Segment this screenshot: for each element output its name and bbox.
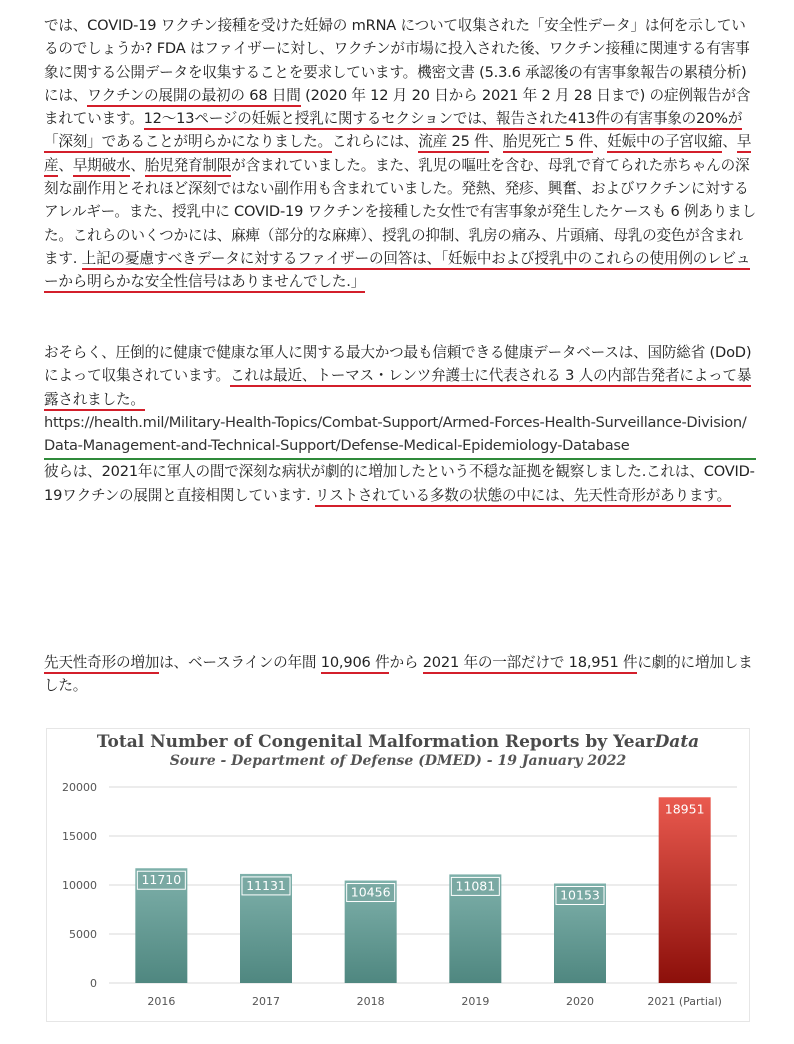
highlighted-phrase: 2021 年の一部だけで 18,951 件	[423, 654, 638, 674]
highlighted-phrase: 妊娠中の子宮収縮	[607, 133, 722, 153]
highlighted-phrase: ワクチンの展開の最初の 68 日間	[87, 87, 300, 107]
text-run: 、	[58, 156, 73, 174]
text-run: から	[389, 654, 423, 671]
text-run: は、ベースラインの年間	[159, 654, 321, 671]
paragraph-pregnancy-data	[44, 14, 756, 294]
dmed-database-link[interactable]: https://health.mil/Military-Health-Topics/Combat-Support/Armed-Forces-Health-Surveillance-Division/Data-Management-and-Technical-Support/Defense-Medical-Epidemiology-Database	[44, 411, 756, 461]
x-tick-label: 2016	[147, 995, 176, 1008]
text-run: に劇的に増加しました。	[44, 654, 753, 695]
highlighted-phrase: 10,906 件	[321, 654, 390, 674]
data-label: 11710	[141, 872, 182, 888]
bar-chart	[47, 729, 749, 1021]
text-run: 、	[488, 133, 503, 151]
data-label: 11131	[246, 877, 286, 893]
bar-5	[659, 797, 711, 983]
data-label: 10153	[560, 887, 600, 903]
highlighted-phrase: 12～13ページの妊娠と授乳に関するセクションでは、報告された413件の有害事象の20%が「深刻」であることが明らかになりました。	[44, 110, 742, 153]
text-run: が含まれていました。また、乳児の嘔吐を含む、母乳で育てられた赤ちゃんの深刻な副作用とそれほど深刻ではない副作用も含まれていました。発熱、発疹、興奮、およびワクチンに対するアレルギー。また、授乳中に COVID-19 ワクチンを接種した女性で有害事象が発生したケースも 6 例ありました。これらのいくつかには、麻痺（部分的な麻痺）、授乳の抑制、乳房の痛み、片頭痛、母乳の変色が含まれます.	[44, 156, 756, 267]
y-tick-label: 10000	[62, 879, 97, 892]
data-label: 10456	[350, 884, 391, 900]
y-tick-label: 0	[90, 977, 97, 990]
x-tick-label: 2019	[461, 995, 490, 1008]
highlighted-phrase: 胎児発育制限	[145, 157, 231, 177]
x-tick-label: 2017	[252, 995, 280, 1008]
highlighted-phrase: リストされている多数の状態の中には、先天性奇形があります。	[315, 487, 731, 507]
x-tick-label: 2020	[566, 995, 594, 1008]
x-tick-label: 2018	[356, 995, 385, 1008]
text-run: これらには、	[331, 133, 419, 151]
chart-subtitle: Soure - Department of Defense (DMED) - 19 January 2022	[169, 753, 627, 769]
data-label: 11081	[455, 878, 496, 894]
paragraph-malformation-increase	[44, 651, 756, 698]
text-run: 、	[592, 133, 608, 151]
highlighted-phrase: 上記の憂慮すべきデータに対するファイザーの回答は、「妊娠中および授乳中のこれらの使用例のレビューから明らかな安全性信号はありませんでした.」	[44, 250, 750, 293]
highlighted-phrase: 胎児死亡 5 件	[503, 133, 593, 153]
highlighted-phrase: 早産	[44, 133, 751, 176]
text-run: 彼らは、2021年に軍人の間で深刻な病状が劇的に増加したという不穏な証拠を観察しました.これは、COVID-19ワクチンの展開と直接相関しています.	[44, 463, 755, 504]
chart-title: Total Number of Congenital Malformation Reports by YearData	[96, 732, 700, 752]
highlighted-phrase: これは最近、トーマス・レンツ弁護士に代表される 3 人の内部告発者によって暴露されました。	[44, 367, 751, 410]
data-label: 18951	[664, 801, 705, 817]
dod-intro-text	[44, 344, 751, 411]
text-run: おそらく、圧倒的に健康で健康な軍人に関する最大かつ最も信頼できる健康データベースは、国防総省 (DoD) によって収集されています。	[44, 344, 752, 385]
dod-observation-text	[44, 463, 755, 506]
text-run: 、	[722, 133, 737, 151]
y-tick-label: 15000	[62, 830, 97, 843]
y-tick-label: 20000	[62, 781, 97, 794]
highlighted-phrase: 先天性奇形の増加	[44, 654, 159, 674]
paragraph-dod-data	[44, 341, 756, 507]
chart-card	[46, 728, 750, 1022]
highlighted-phrase: 流産 25 件	[418, 133, 488, 153]
text-run: では、COVID-19 ワクチン接種を受けた妊婦の mRNA について収集された「安全性データ」は何を示しているのでしょうか? FDA はファイザーに対し、ワクチンが市場に投入された後、ワクチン接種に関連する有害事象に関する公開データを収集することを要求しています。機密文書 (5.3.6 承認後の有害事象報告の累積分析) には、	[44, 17, 750, 104]
text-run: (2020 年 12 月 20 日から 2021 年 2 月 28 日まで) の症例報告が含まれています。	[44, 86, 751, 128]
highlighted-phrase: 早期破水	[73, 157, 131, 177]
y-tick-label: 5000	[69, 928, 97, 941]
text-run: 、	[130, 156, 145, 174]
x-tick-label: 2021 (Partial)	[647, 995, 722, 1008]
